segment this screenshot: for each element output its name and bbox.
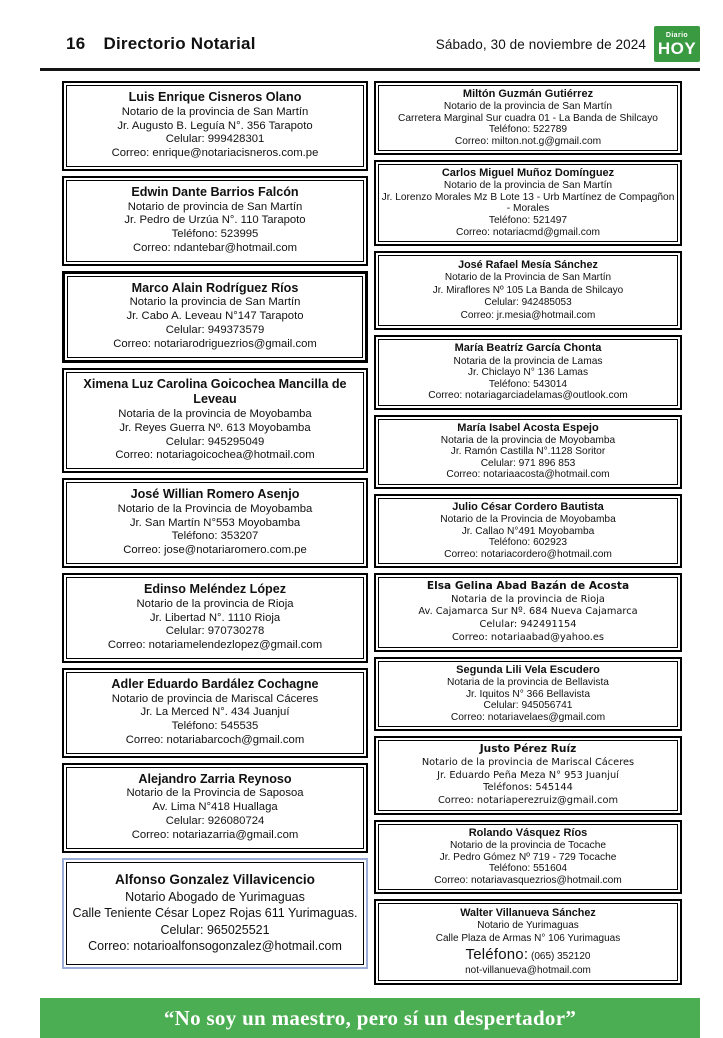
notary-detail: Correo: notariarodriguezrios@gmail.com bbox=[113, 337, 317, 350]
notary-detail: Correo: notariacordero@hotmail.com bbox=[444, 548, 612, 560]
notary-card bbox=[374, 160, 682, 246]
notary-detail: Notario de la provincia de Mariscal Cáceres bbox=[421, 757, 635, 769]
notary-detail: Jr. Augusto B. Leguía N°. 356 Tarapoto bbox=[117, 119, 313, 132]
notary-detail: Correo: notariaabad@yahoo.es bbox=[451, 631, 605, 643]
notary-name: Luis Enrique Cisneros Olano bbox=[128, 90, 302, 104]
notary-name: Alfonso Gonzalez Villavicencio bbox=[115, 871, 315, 887]
notary-name: Walter Villanueva Sánchez bbox=[460, 907, 596, 920]
notary-card-inner bbox=[67, 276, 363, 358]
notary-name: José Rafael Mesía Sánchez bbox=[458, 259, 598, 272]
notary-name: Julio César Cordero Bautista bbox=[452, 500, 604, 513]
notary-detail: Celular: 965025521 bbox=[160, 922, 270, 937]
notary-detail: Correo: notariacmd@gmail.com bbox=[456, 226, 600, 238]
notary-card bbox=[374, 415, 682, 489]
notary-detail: Jr. Cabo A. Leveau N°147 Tarapoto bbox=[126, 310, 304, 323]
notary-card-inner bbox=[378, 577, 678, 648]
footer-quote-bar bbox=[40, 998, 700, 1038]
notary-detail: Correo: ndantebar@hotmail.com bbox=[132, 241, 298, 254]
notary-detail: Notario de provincia de San Martín bbox=[127, 200, 303, 213]
notary-detail: Teléfono: 522789 bbox=[488, 124, 568, 136]
notary-detail: Teléfono: 523995 bbox=[171, 228, 259, 241]
notary-card bbox=[374, 251, 682, 330]
notary-detail: Correo: notariavasquezrios@hotmail.com bbox=[434, 874, 622, 886]
notary-detail: Celular: 949373579 bbox=[165, 324, 265, 337]
notary-detail: Jr. Callao N°491 Moyobamba bbox=[461, 525, 595, 537]
notary-card-inner bbox=[66, 482, 364, 564]
notary-name: José Willian Romero Asenjo bbox=[130, 487, 300, 502]
date-text: Sábado, 30 de noviembre de 2024 bbox=[435, 36, 646, 52]
notary-detail: Notario de la provincia de Tocache bbox=[449, 840, 607, 852]
notary-detail: Notario de la Provincia de Moyobamba bbox=[117, 502, 313, 515]
notary-card-inner bbox=[66, 862, 364, 965]
notary-card bbox=[62, 858, 368, 969]
notary-detail: Notaria de la provincia de Bellavista bbox=[447, 677, 609, 689]
notary-detail: Celular: 971 896 853 bbox=[480, 457, 576, 469]
notary-name: Adler Eduardo Bardález Cochagne bbox=[111, 676, 319, 691]
notary-detail: Notario de la provincia de San Martín bbox=[443, 180, 613, 192]
notary-detail: Jr. Reyes Guerra Nº. 613 Moyobamba bbox=[119, 421, 311, 434]
notary-detail: - Morales bbox=[506, 203, 550, 215]
notary-card-inner bbox=[66, 767, 364, 849]
notary-card-inner bbox=[378, 85, 678, 151]
notary-card bbox=[374, 736, 682, 815]
phone-number: (065) 352120 bbox=[530, 950, 591, 962]
notary-detail: Correo: notariaacosta@hotmail.com bbox=[446, 469, 610, 481]
notary-detail: Notario Abogado de Yurimaguas bbox=[125, 889, 305, 904]
notary-detail: Jr. La Merced N°. 434 Juanjuí bbox=[140, 706, 290, 719]
notary-name: Carlos Miguel Muñoz Domínguez bbox=[441, 167, 615, 180]
directory-columns bbox=[62, 81, 682, 990]
right-column bbox=[374, 81, 682, 990]
notary-card bbox=[374, 820, 682, 894]
notary-card-inner bbox=[66, 577, 364, 659]
notary-card-inner bbox=[378, 824, 678, 890]
notary-detail: Teléfono: 602923 bbox=[488, 537, 568, 549]
notary-card bbox=[62, 368, 368, 474]
notary-detail: not-villanueva@hotmail.com bbox=[465, 964, 591, 976]
notary-card bbox=[62, 478, 368, 568]
notary-detail: Notario de provincia de Mariscal Cáceres bbox=[111, 692, 319, 705]
notary-detail: Notario de la provincia de San Martín bbox=[443, 101, 613, 113]
header-divider bbox=[40, 68, 700, 71]
notary-detail: Correo: jr.mesia@hotmail.com bbox=[460, 309, 596, 321]
notary-detail: Av. Lima N°418 Huallaga bbox=[152, 801, 278, 814]
notary-card-inner bbox=[66, 180, 364, 262]
notary-detail: Correo: jose@notariaromero.com.pe bbox=[123, 544, 307, 557]
notary-detail: Correo: notariagarciadelamas@outlook.com bbox=[428, 390, 628, 402]
notary-card bbox=[374, 335, 682, 409]
notary-card-inner bbox=[378, 255, 678, 326]
page-header bbox=[40, 24, 700, 64]
notary-detail: Jr. Chiclayo N° 136 Lamas bbox=[467, 367, 589, 379]
notary-detail: Correo: notarioalfonsogonzalez@hotmail.com bbox=[88, 939, 342, 954]
notary-phone-line bbox=[381, 946, 675, 965]
notary-detail: Notaria de la provincia de Moyobamba bbox=[118, 408, 312, 421]
notary-card-inner bbox=[378, 498, 678, 564]
notary-card-inner bbox=[378, 164, 678, 242]
notary-card bbox=[374, 573, 682, 652]
notary-detail: Notario de Yurimaguas bbox=[477, 920, 579, 932]
page-title: Directorio Notarial bbox=[103, 34, 256, 53]
notary-detail: Notaria de la provincia de Moyobamba bbox=[440, 434, 616, 446]
notary-card bbox=[374, 81, 682, 155]
notary-detail: Jr. San Martín N°553 Moyobamba bbox=[129, 516, 301, 529]
notary-card-inner bbox=[378, 661, 678, 727]
notary-card bbox=[62, 271, 368, 363]
notary-name: Rolando Vásquez Ríos bbox=[468, 827, 588, 840]
notary-detail: Teléfono: 545535 bbox=[171, 720, 259, 733]
notary-detail: Celular: 942485053 bbox=[484, 297, 572, 309]
notary-detail: Teléfono: 543014 bbox=[488, 378, 568, 390]
notary-detail: Calle Teniente César Lopez Rojas 611 Yurimaguas. bbox=[72, 906, 358, 921]
notary-detail: Correo: notariaperezruiz@gmail.com bbox=[437, 794, 619, 806]
notary-detail: Celular: 945056741 bbox=[483, 700, 573, 712]
notary-detail: Correo: notariagoicochea@hotmail.com bbox=[115, 449, 315, 462]
notary-card bbox=[62, 763, 368, 853]
notary-detail: Jr. Iquitos N° 366 Bellavista bbox=[465, 688, 591, 700]
notary-name: Elsa Gelina Abad Bazán de Acosta bbox=[426, 580, 630, 593]
notary-detail: Jr. Ramón Castilla N°.1128 Soritor bbox=[450, 446, 606, 458]
notary-detail: Teléfono: 353207 bbox=[171, 530, 259, 543]
notary-card-inner bbox=[66, 85, 364, 167]
notary-detail: Notario de la Provincia de Moyobamba bbox=[440, 514, 616, 526]
notary-name: Justo Pérez Ruíz bbox=[479, 743, 577, 756]
logo-diario-text: Diario bbox=[665, 31, 689, 39]
notary-detail: Notario de la Provincia de Saposoa bbox=[126, 787, 304, 800]
notary-detail: Jr. Eduardo Peña Meza N° 953 Juanjuí bbox=[437, 769, 619, 781]
notary-detail: Carretera Marginal Sur cuadra 01 - La Banda de Shilcayo bbox=[398, 112, 658, 124]
notary-card-inner bbox=[66, 372, 364, 470]
notary-detail: Teléfono: 521497 bbox=[488, 214, 568, 226]
notary-detail: Notario de la provincia de San Martín bbox=[121, 105, 309, 118]
footer-quote: “No soy un maestro, pero sí un despertador” bbox=[163, 1005, 577, 1030]
notary-detail: Correo: notariazarria@gmail.com bbox=[131, 828, 299, 841]
notary-card bbox=[62, 668, 368, 758]
notary-card bbox=[374, 899, 682, 985]
notary-detail: Correo: notariavelaes@gmail.com bbox=[450, 711, 606, 723]
notary-detail: Celular: 970730278 bbox=[165, 625, 265, 638]
notary-name: Ximena Luz Carolina Goicochea Mancilla de Leveau bbox=[83, 376, 347, 407]
notary-detail: Celular: 926080724 bbox=[165, 815, 265, 828]
notary-detail: Jr. Miraflores Nº 105 La Banda de Shilcayo bbox=[432, 284, 624, 296]
notary-detail: Notario de la Provincia de San Martín bbox=[444, 272, 612, 284]
notary-detail: Teléfonos: 545144 bbox=[483, 782, 573, 794]
notary-card-inner bbox=[378, 740, 678, 811]
notary-detail: Celular: 942491154 bbox=[479, 619, 577, 630]
notary-name: Edinso Meléndez López bbox=[143, 582, 287, 597]
notary-name: Alejandro Zarria Reynoso bbox=[138, 771, 292, 786]
notary-detail: Correo: milton.not.g@gmail.com bbox=[454, 135, 602, 147]
notary-detail: Jr. Pedro de Urzúa N°. 110 Tarapoto bbox=[124, 214, 306, 227]
notary-card bbox=[62, 573, 368, 663]
notary-card bbox=[62, 176, 368, 266]
notary-detail: Celular: 999428301 bbox=[165, 133, 265, 146]
notary-detail: Correo: enrique@notariacisneros.com.pe bbox=[111, 147, 319, 160]
header-title-group bbox=[40, 34, 256, 54]
phone-label: Teléfono: bbox=[465, 945, 529, 963]
header-date-group bbox=[436, 26, 700, 62]
notary-detail: Notario la provincia de San Martín bbox=[129, 296, 301, 309]
notary-card-inner bbox=[66, 672, 364, 754]
notary-detail: Teléfono: 551604 bbox=[488, 863, 568, 875]
notary-card-inner bbox=[378, 419, 678, 485]
logo-hoy-text: HOY bbox=[657, 38, 697, 58]
notary-card-inner bbox=[378, 903, 678, 981]
notary-detail: Av. Cajamarca Sur Nº. 684 Nueva Cajamarca bbox=[418, 606, 638, 618]
notary-name: Miltón Guzmán Gutiérrez bbox=[462, 88, 594, 100]
notary-detail: Jr. Pedro Gómez Nº 719 - 729 Tocache bbox=[439, 851, 617, 863]
notary-card bbox=[374, 657, 682, 731]
notary-name: María Beatríz García Chonta bbox=[454, 342, 602, 355]
notary-name: María Isabel Acosta Espejo bbox=[457, 421, 599, 434]
notary-detail: Celular: 945295049 bbox=[165, 435, 265, 448]
notary-detail: Correo: notariabarcoch@gmail.com bbox=[125, 733, 305, 746]
notary-detail: Correo: notariamelendezlopez@gmail.com bbox=[107, 639, 323, 652]
notary-detail: Notaria de la provincia de Lamas bbox=[453, 355, 603, 367]
notary-card-inner bbox=[378, 339, 678, 405]
notary-card bbox=[62, 81, 368, 171]
page-number: 16 bbox=[66, 34, 86, 53]
notary-name: Segunda Lili Vela Escudero bbox=[456, 664, 600, 677]
notary-detail: Calle Plaza de Armas N° 106 Yurimaguas bbox=[435, 933, 621, 945]
notary-detail: Notaria de la provincia de Rioja bbox=[451, 593, 605, 605]
left-column bbox=[62, 81, 368, 974]
notary-detail: Jr. Lorenzo Morales Mz B Lote 13 - Urb Martínez de Compagñon bbox=[381, 191, 675, 203]
notary-name: Edwin Dante Barrios Falcón bbox=[131, 184, 299, 199]
notary-detail: Notario de la provincia de Rioja bbox=[136, 597, 294, 610]
diario-hoy-logo bbox=[654, 26, 700, 62]
notary-card bbox=[374, 494, 682, 568]
notary-detail: Jr. Libertad N°. 1110 Rioja bbox=[149, 611, 281, 624]
notary-name: Marco Alain Rodríguez Ríos bbox=[131, 280, 299, 295]
